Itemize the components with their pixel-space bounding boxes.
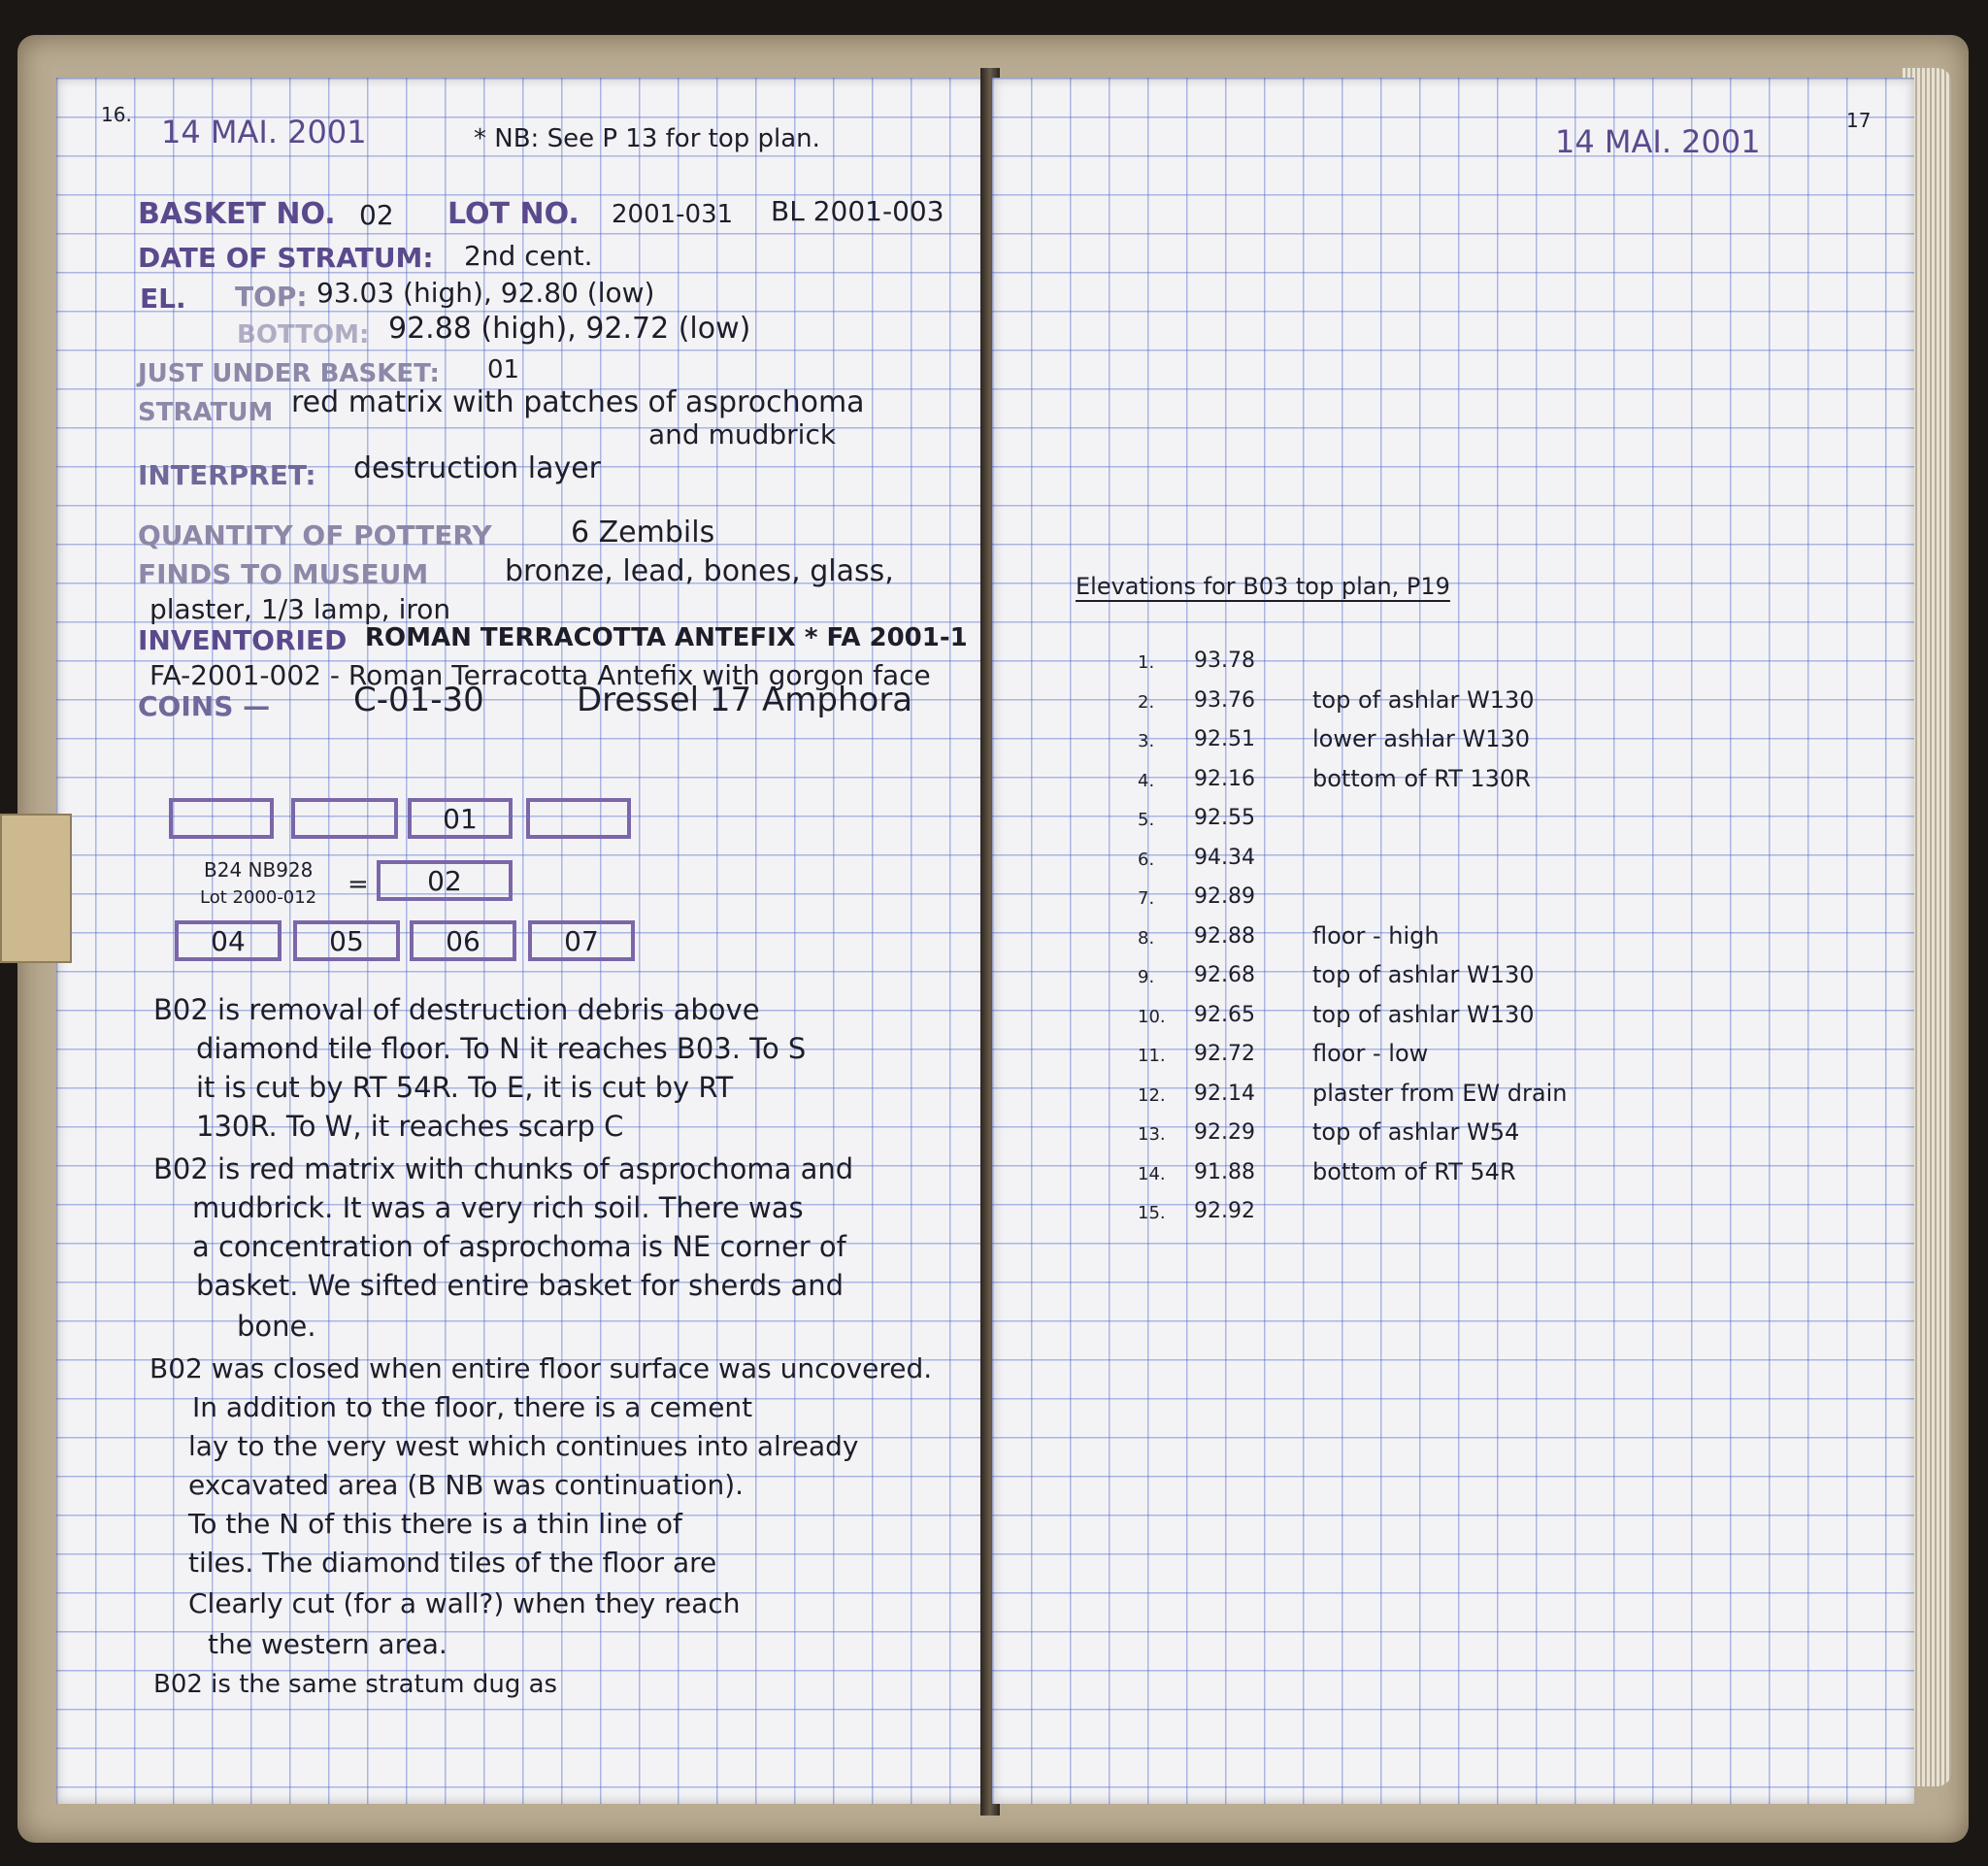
elevation-row-note: floor - low (1312, 1040, 1429, 1067)
quantity-label: QUANTITY OF POTTERY (138, 519, 492, 551)
elevation-row-number: 1. (1138, 652, 1155, 673)
elevation-row-number: 8. (1138, 927, 1155, 949)
inventoried-value: ROMAN TERRACOTTA ANTEFIX * FA 2001-1 (365, 623, 968, 652)
top-label: TOP: (235, 281, 308, 313)
grid-box-4 (526, 798, 631, 839)
right-page (992, 78, 1914, 1804)
elevation-row-number: 5. (1138, 810, 1155, 830)
paragraph-line-18: B02 is the same stratum dug as (153, 1670, 558, 1699)
page-number-right: 17 (1846, 109, 1872, 132)
elevation-row-value: 92.65 (1194, 1002, 1255, 1027)
date-stamp-right: 14 MAI. 2001 (1555, 123, 1761, 160)
paragraph-line-1: B02 is removal of destruction debris above (153, 993, 760, 1026)
elevation-row-note: bottom of RT 54R (1312, 1157, 1516, 1185)
elevation-row-number: 13. (1138, 1124, 1166, 1145)
elevation-row-value: 93.78 (1194, 649, 1255, 673)
paragraph-line-15: tiles. The diamond tiles of the floor are (188, 1547, 717, 1579)
elevations-title: Elevations for B03 top plan, P19 (1076, 573, 1450, 600)
finds-label: FINDS TO MUSEUM (138, 558, 429, 590)
quantity-value: 6 Zembils (571, 516, 715, 550)
lot-label: LOT NO. (447, 197, 580, 231)
date-value: 2nd cent. (464, 240, 593, 272)
elevation-row-number: 2. (1138, 691, 1155, 713)
stratum-value-2: and mudbrick (648, 418, 837, 450)
coins-label: COINS — (138, 690, 271, 722)
elevation-row-number: 12. (1138, 1084, 1166, 1106)
paragraph-line-9: bone. (237, 1310, 316, 1343)
grid-box-middle: 02 (377, 860, 513, 901)
just-under-label: JUST UNDER BASKET: (138, 359, 440, 388)
grid-equals: = (348, 870, 369, 899)
top-value: 93.03 (high), 92.80 (low) (316, 277, 655, 309)
paragraph-line-7: a concentration of asprochoma is NE corner of (192, 1230, 846, 1263)
coins-value: C-01-30 (353, 681, 484, 719)
elevation-row-number: 3. (1138, 731, 1155, 751)
elevation-row-note: bottom of RT 130R (1312, 764, 1531, 792)
paragraph-line-5: B02 is red matrix with chunks of asprochoma and (153, 1152, 854, 1185)
elevation-row-number: 4. (1138, 770, 1155, 791)
elevation-row-value: 91.88 (1194, 1159, 1255, 1184)
paragraph-line-10: B02 was closed when entire floor surface was uncovered. (149, 1352, 933, 1384)
elevation-row-number: 15. (1138, 1203, 1166, 1223)
elevation-row-value: 92.88 (1194, 923, 1255, 949)
inventoried-label: INVENTORIED (138, 624, 348, 656)
grid-box-3: 01 (408, 798, 513, 839)
paragraph-line-16: Clearly cut (for a wall?) when they reach (188, 1587, 741, 1619)
paragraph-line-13: excavated area (B NB was continuation). (188, 1469, 745, 1501)
paragraph-line-6: mudbrick. It was a very rich soil. There was (192, 1191, 804, 1224)
elevation-row-note: top of ashlar W130 (1312, 685, 1535, 714)
finds-value: bronze, lead, bones, glass, (505, 554, 894, 588)
left-page (56, 78, 988, 1804)
elevation-row-value: 92.89 (1194, 884, 1255, 909)
elevation-row-note: plaster from EW drain (1312, 1079, 1568, 1107)
elevation-row-value: 92.29 (1194, 1120, 1255, 1145)
elevation-row-value: 92.14 (1194, 1081, 1255, 1106)
bl-value: BL 2001-003 (771, 195, 944, 227)
stratum-value: red matrix with patches of asprochoma (291, 385, 865, 419)
elevation-row-number: 14. (1138, 1163, 1166, 1184)
stratum-label: STRATUM (138, 398, 274, 427)
grid-box-7: 06 (410, 920, 516, 961)
grid-box-5: 04 (175, 920, 282, 961)
elevation-row-note: floor - high (1312, 921, 1440, 950)
grid-box-2 (291, 798, 398, 839)
paragraph-line-11: In addition to the floor, there is a cement (192, 1391, 753, 1423)
elevation-row-number: 6. (1138, 849, 1155, 870)
elevation-row-value: 92.68 (1194, 963, 1255, 987)
interpret-value: destruction layer (353, 451, 601, 485)
elevation-row-value: 92.55 (1194, 806, 1255, 830)
el-label: EL. (140, 283, 186, 315)
elevation-row-note: top of ashlar W130 (1312, 961, 1535, 988)
paragraph-line-14: To the N of this there is a thin line of (188, 1508, 682, 1540)
interpret-label: INTERPRET: (138, 459, 316, 491)
finds-value-2: plaster, 1/3 lamp, iron (149, 593, 451, 625)
basket-label: BASKET NO. (138, 197, 336, 231)
just-under-value: 01 (487, 355, 520, 384)
elevation-row-value: 92.92 (1194, 1199, 1255, 1223)
elevation-row-value: 92.16 (1194, 766, 1255, 791)
paragraph-line-2: diamond tile floor. To N it reaches B03. To S (196, 1032, 807, 1065)
date-label: DATE OF STRATUM: (138, 242, 434, 274)
elevation-row-number: 10. (1138, 1006, 1166, 1027)
elevation-row-number: 9. (1138, 967, 1155, 987)
elevation-row-value: 94.34 (1194, 845, 1255, 870)
grid-box-1 (169, 798, 274, 839)
elevation-row-number: 11. (1138, 1046, 1166, 1066)
paragraph-line-3: it is cut by RT 54R. To E, it is cut by RT (196, 1071, 734, 1104)
elevation-row-note: lower ashlar W130 (1312, 725, 1531, 752)
grid-note: B24 NB928 (204, 858, 314, 882)
elevation-row-note: top of ashlar W54 (1312, 1118, 1520, 1146)
elevation-row-number: 7. (1138, 888, 1155, 909)
note-nb: * NB: See P 13 for top plan. (474, 124, 820, 153)
page-number-left: 16. (101, 103, 132, 126)
elevation-row-note: top of ashlar W130 (1312, 1000, 1535, 1028)
bottom-label: BOTTOM: (237, 320, 370, 350)
lot-value: 2001-031 (612, 200, 734, 229)
grid-box-6: 05 (293, 920, 400, 961)
inventoried-value-2: FA-2001-002 - Roman Terracotta Antefix with gorgon face (149, 659, 931, 691)
paragraph-line-12: lay to the very west which continues into already (188, 1430, 859, 1462)
paragraph-line-17: the western area. (208, 1628, 447, 1660)
amphora-value: Dressel 17 Amphora (577, 681, 913, 719)
elevation-row-value: 92.72 (1194, 1042, 1255, 1066)
date-stamp-left: 14 MAI. 2001 (161, 114, 367, 150)
bottom-value: 92.88 (high), 92.72 (low) (388, 312, 751, 346)
grid-box-8: 07 (528, 920, 635, 961)
paragraph-line-4: 130R. To W, it reaches scarp C (196, 1110, 624, 1143)
grid-note-2: Lot 2000-012 (200, 887, 317, 908)
basket-value: 02 (359, 199, 394, 231)
bookmark-ribbon (0, 814, 72, 963)
elevation-row-value: 92.51 (1194, 727, 1255, 751)
paragraph-line-8: basket. We sifted entire basket for sherds and (196, 1269, 845, 1302)
elevation-row-value: 93.76 (1194, 687, 1255, 713)
